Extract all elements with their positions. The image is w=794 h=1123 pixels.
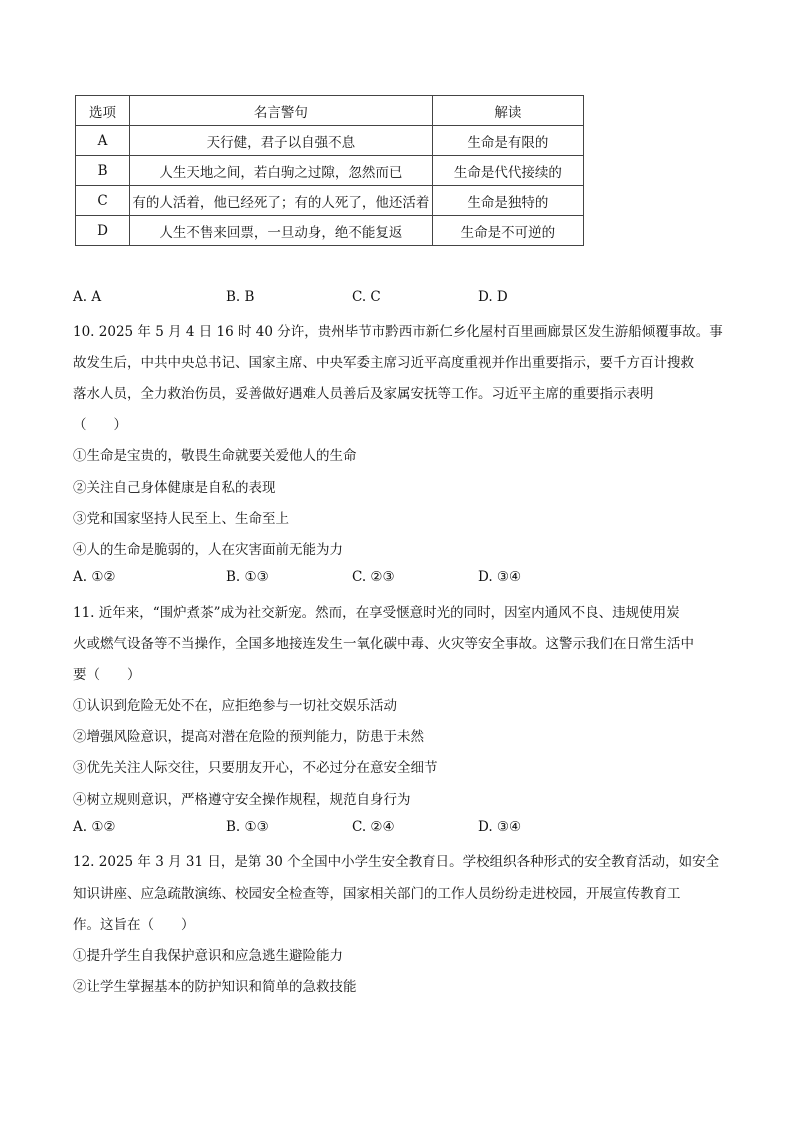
table-cell: C (76, 186, 130, 216)
table-cell: 生命是有限的 (432, 126, 583, 156)
q11-option-c[interactable]: C. ②④ (352, 819, 395, 835)
q10-option-c[interactable]: C. ②③ (352, 569, 395, 585)
q10-item: ③党和国家坚持人民至上、生命至上 (73, 511, 289, 527)
q9-option-b[interactable]: B. B (226, 289, 255, 305)
q10-option-b[interactable]: B. ①③ (226, 569, 269, 585)
q10-item: ①生命是宝贵的，敬畏生命就要关爱他人的生命 (73, 448, 357, 464)
table-header-cell: 解读 (432, 96, 583, 126)
q11-option-b[interactable]: B. ①③ (226, 819, 269, 835)
q9-option-a[interactable]: A. A (73, 289, 102, 305)
q12-item: ①提升学生自我保护意识和应急逃生避险能力 (73, 948, 343, 964)
q12-stem-line: 知识讲座、应急疏散演练、校园安全检查等，国家相关部门的工作人员纷纷走进校园，开展宣传教育工 (73, 886, 681, 902)
q10-answer-blank: （ ） (73, 417, 127, 433)
q10-item: ②关注自己身体健康是自私的表现 (73, 480, 276, 496)
q11-item: ④树立规则意识，严格遵守安全操作规程，规范自身行为 (73, 792, 411, 808)
q10-option-d[interactable]: D. ③④ (478, 569, 522, 585)
q9-options (73, 289, 673, 307)
table-row (76, 156, 584, 186)
q9-option-c[interactable]: C. C (352, 289, 381, 305)
q11-options (73, 819, 673, 837)
q11-stem-line: 11. 近年来，“围炉煮茶”成为社交新宠。然而，在享受惬意时光的同时，因室内通风不良、违规使用炭 (73, 605, 680, 621)
table-header-row (76, 96, 584, 126)
table-row (76, 126, 584, 156)
q11-item: ③优先关注人际交往，只要朋友开心，不必过分在意安全细节 (73, 760, 438, 776)
table-header-cell: 名言警句 (130, 96, 433, 126)
table-row (76, 186, 584, 216)
q11-option-a[interactable]: A. ①② (73, 819, 116, 835)
table-cell: 生命是独特的 (432, 186, 583, 216)
q10-stem-line: 落水人员，全力救治伤员，妥善做好遇难人员善后及家属安抚等工作。习近平主席的重要指示表明 (73, 386, 654, 402)
q10-stem-line: 10. 2025 年 5 月 4 日 16 时 40 分许，贵州毕节市黔西市新仁乡化屋村百里画廊景区发生游船倾覆事故。事 (73, 324, 723, 340)
table-cell: 人生天地之间，若白驹之过隙，忽然而已 (130, 156, 433, 186)
q10-options (73, 569, 673, 587)
table-cell: 生命是不可逆的 (432, 216, 583, 246)
q12-stem-line: 12. 2025 年 3 月 31 日，是第 30 个全国中小学生安全教育日。学校组织各种形式的安全教育活动，如安全 (73, 854, 720, 870)
table-row (76, 216, 584, 246)
table-cell: A (76, 126, 130, 156)
q12-stem-line: 作。这旨在（ ） (73, 917, 195, 933)
q11-item: ②增强风险意识，提高对潜在危险的预判能力，防患于未然 (73, 729, 424, 745)
q12-item: ②让学生掌握基本的防护知识和简单的急救技能 (73, 979, 357, 995)
quote-table (75, 95, 584, 246)
table-cell: 天行健，君子以自强不息 (130, 126, 433, 156)
table-cell: B (76, 156, 130, 186)
q11-option-d[interactable]: D. ③④ (478, 819, 522, 835)
table-cell: D (76, 216, 130, 246)
q10-option-a[interactable]: A. ①② (73, 569, 116, 585)
q10-item: ④人的生命是脆弱的，人在灾害面前无能为力 (73, 542, 343, 558)
q10-stem-line: 故发生后，中共中央总书记、国家主席、中央军委主席习近平高度重视并作出重要指示，要千方百计搜救 (73, 355, 694, 371)
q11-stem-line: 要（ ） (73, 667, 141, 683)
table-cell: 生命是代代接续的 (432, 156, 583, 186)
q11-stem-line: 火或燃气设备等不当操作，全国多地接连发生一氧化碳中毒、火灾等安全事故。这警示我们在日常生活中 (73, 636, 694, 652)
q9-option-d[interactable]: D. D (478, 289, 508, 305)
table-cell: 有的人活着，他已经死了；有的人死了，他还活着 (130, 186, 433, 216)
table-header-cell: 选项 (76, 96, 130, 126)
q11-item: ①认识到危险无处不在，应拒绝参与一切社交娱乐活动 (73, 698, 397, 714)
table-cell: 人生不售来回票，一旦动身，绝不能复返 (130, 216, 433, 246)
